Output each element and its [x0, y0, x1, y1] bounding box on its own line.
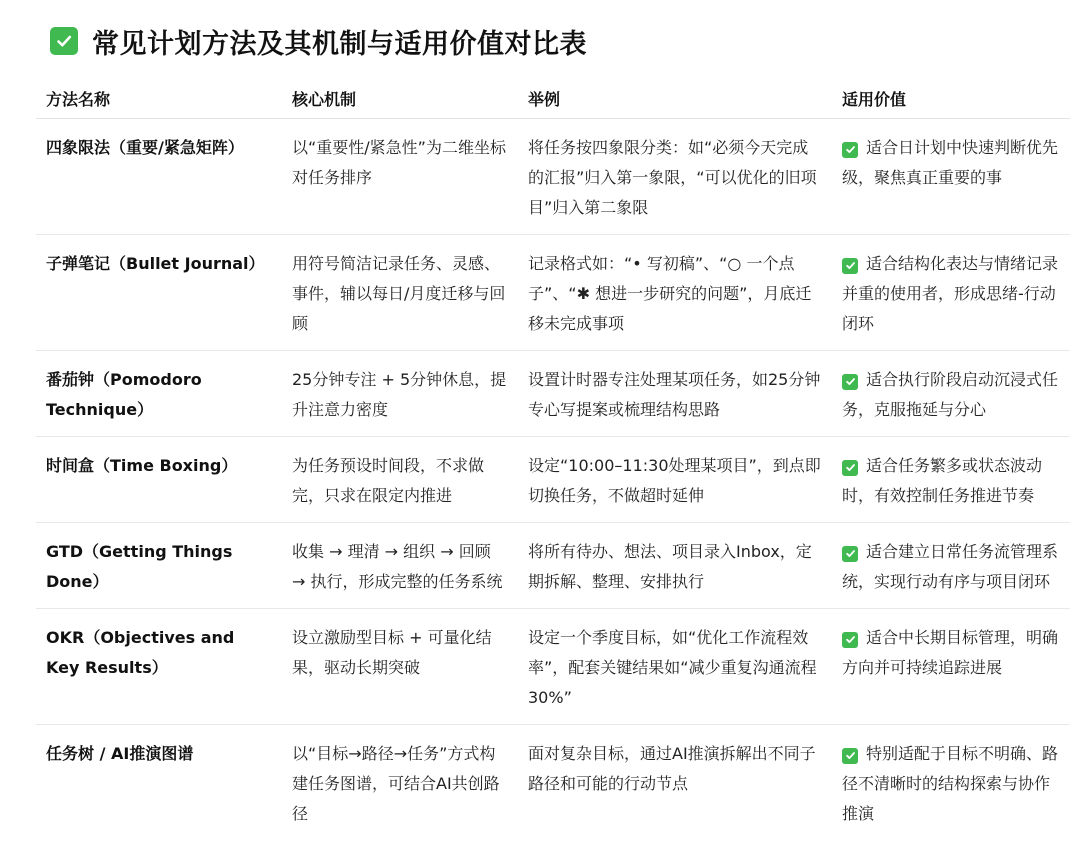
applicable-value-cell [832, 119, 1070, 235]
core-mechanism-cell: 以“目标→路径→任务”方式构建任务图谱，可结合AI共创路径 [292, 744, 500, 823]
check-box-icon [842, 460, 858, 476]
check-box-icon [842, 748, 858, 764]
applicable-value-text: 适合日计划中快速判断优先级，聚焦真正重要的事 [842, 138, 1059, 187]
applicable-value-cell [832, 523, 1070, 609]
example-cell: 将任务按四象限分类：如“必须今天完成的汇报”归入第一象限，“可以优化的旧项目”归入第二象限 [518, 119, 832, 235]
check-box-icon [842, 258, 858, 274]
applicable-value-text: 适合任务繁多或状态波动时，有效控制任务推进节奏 [842, 456, 1043, 505]
method-name-cell: 时间盒（Time Boxing） [36, 437, 282, 523]
header-method-name: 方法名称 [36, 78, 282, 119]
applicable-value-cell [832, 437, 1070, 523]
check-box-icon [842, 142, 858, 158]
applicable-value-text: 适合中长期目标管理，明确方向并可持续追踪进展 [842, 628, 1059, 677]
core-mechanism-cell: 以“重要性/紧急性”为二维坐标对任务排序 [282, 119, 518, 235]
table-row [36, 725, 1070, 841]
example-cell: 记录格式如：“• 写初稿”、“○ 一个点子”、“✱ 想进一步研究的问题”，月底迁移未完成事项 [518, 235, 832, 351]
table-row [36, 437, 1070, 523]
check-box-icon [842, 374, 858, 390]
method-name-cell: OKR（Objectives and Key Results） [36, 609, 282, 725]
applicable-value-text: 适合结构化表达与情绪记录并重的使用者，形成思绪-行动闭环 [842, 254, 1059, 333]
table-row [36, 609, 1070, 725]
header-core-mechanism: 核心机制 [282, 78, 518, 119]
applicable-value-text: 适合执行阶段启动沉浸式任务，克服拖延与分心 [842, 370, 1059, 419]
header-applicable-value: 适用价值 [832, 78, 1070, 119]
example-cell: 面对复杂目标，通过AI推演拆解出不同子路径和可能的行动节点 [528, 744, 816, 793]
table-body [36, 119, 1070, 841]
applicable-value-cell [832, 609, 1070, 725]
table-row [36, 119, 1070, 235]
method-name-cell: 子弹笔记（Bullet Journal） [36, 235, 282, 351]
applicable-value-cell [832, 725, 1070, 841]
table-header-row [36, 78, 1070, 119]
example-cell: 设置计时器专注处理某项任务，如25分钟专心写提案或梳理结构思路 [518, 351, 832, 437]
table-row [36, 235, 1070, 351]
method-name-cell: 任务树 / AI推演图谱 [46, 744, 194, 763]
core-mechanism-cell: 设立激励型目标 + 可量化结果，驱动长期突破 [282, 609, 518, 725]
comparison-table [36, 78, 1070, 840]
check-box-icon [842, 546, 858, 562]
method-name-cell: 四象限法（重要/紧急矩阵） [36, 119, 282, 235]
example-cell: 设定一个季度目标，如“优化工作流程效率”，配套关键结果如“减少重复沟通流程30%” [518, 609, 832, 725]
header-example: 举例 [518, 78, 832, 119]
applicable-value-text: 特别适配于目标不明确、路径不清晰时的结构探索与协作推演 [842, 744, 1059, 823]
core-mechanism-cell: 25分钟专注 + 5分钟休息，提升注意力密度 [282, 351, 518, 437]
page-title: 常见计划方法及其机制与适用价值对比表 [92, 28, 587, 60]
method-name-cell: 番茄钟（Pomodoro Technique） [36, 351, 282, 437]
table-row [36, 351, 1070, 437]
table-row [36, 523, 1070, 609]
core-mechanism-cell: 用符号简洁记录任务、灵感、事件，辅以每日/月度迁移与回顾 [282, 235, 518, 351]
applicable-value-cell [832, 235, 1070, 351]
example-cell: 设定“10:00–11:30处理某项目”，到点即切换任务，不做超时延伸 [518, 437, 832, 523]
core-mechanism-cell: 为任务预设时间段，不求做完，只求在限定内推进 [282, 437, 518, 523]
core-mechanism-cell: 收集 → 理清 → 组织 → 回顾 → 执行，形成完整的任务系统 [282, 523, 518, 609]
example-cell: 将所有待办、想法、项目录入Inbox，定期拆解、整理、安排执行 [518, 523, 832, 609]
applicable-value-text: 适合建立日常任务流管理系统，实现行动有序与项目闭环 [842, 542, 1059, 591]
check-box-icon [842, 632, 858, 648]
applicable-value-cell [832, 351, 1070, 437]
title-row [50, 24, 587, 58]
check-box-icon [50, 27, 78, 55]
method-name-cell: GTD（Getting Things Done） [36, 523, 282, 609]
